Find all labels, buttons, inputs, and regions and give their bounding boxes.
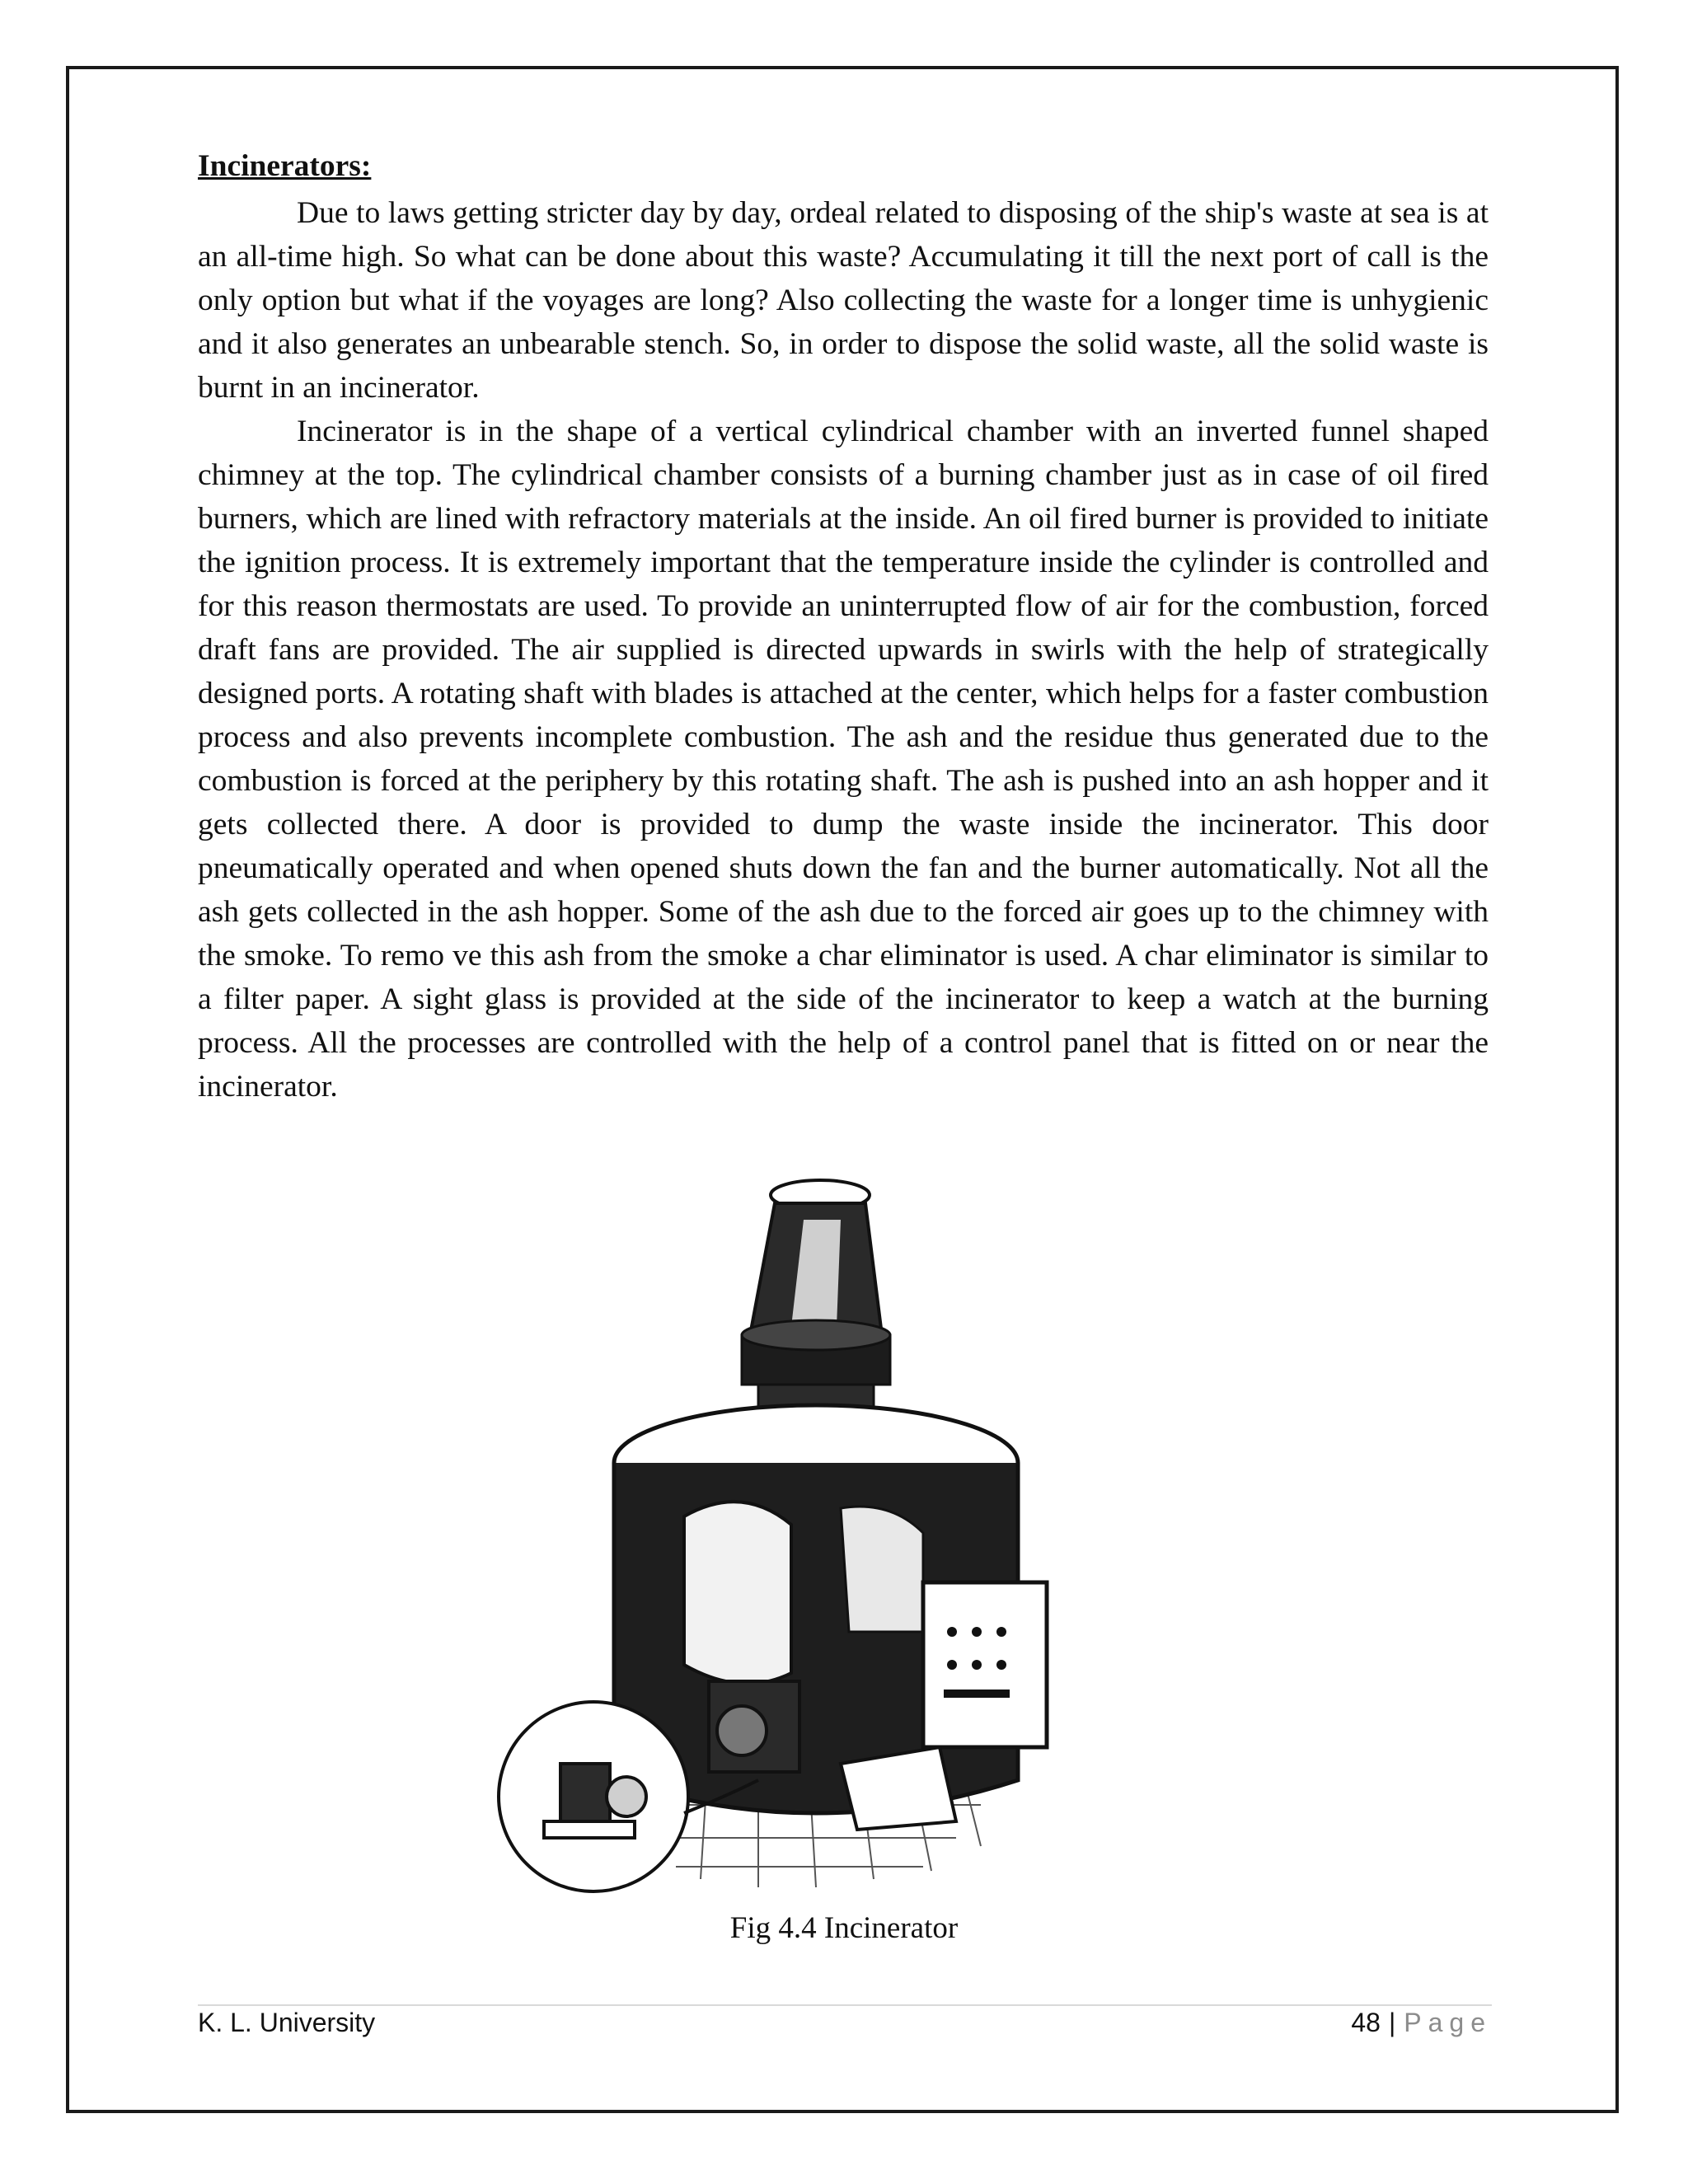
paragraph-2: Incinerator is in the shape of a vertical cylindrical chamber with an inverted funnel shaped chimney at the top. The cylindrical chamber consists of a burning chamber just as in case of oil fired burners, which are lined with refractory materials at the inside. An oil fired burner is provided to initiate the ignition process. It is extremely important that the temperature inside the cylinder is controlled and for this reason thermostats are used. To provide an uninterrupted flow of air for the combustion, forced draft fans are provided. The air supplied is directed upwards in swirls with the help of strategically designed ports. A rotating shaft with blades is attached at the center, which helps for a faster combustion process and also prevents incomplete combustion. The ash and the residue thus generated due to the combustion is forced at the periphery by this rotating shaft. The ash is pushed into an ash hopper and it gets collected there. A door is provided to dump the waste inside the incinerator. This door pneumatically operated and when opened shuts down the fan and the burner automatically. Not all the ash gets collected in the ash hopper. Some of the ash due to the forced air goes up to the chimney with the smoke. To remo ve this ash from the smoke a char eliminator is used. A char eliminator is similar to a filter paper. A sight glass is provided at the side of the incinerator to keep a watch at the burning process. All the processes are controlled with the help of a control panel that is fitted on or near the incinerator. [198,415,1489,1104]
page-label: Page [1404,2008,1492,2037]
footer-institution: K. L. University [198,2008,376,2037]
figure-caption: Fig 4.4 Incinerator [729,1911,959,1945]
paragraph-1: Due to laws getting stricter day by day, ordeal related to disposing of the ship's waste at sea is at an all-time high. So what can be done about this waste? Accumulating it till the next port of call is the only option but what if the voyages are long? Also collecting the waste for a longer time is unhygienic and it also generates an unbearable stench. So, in order to dispose the solid waste, all the solid waste is burnt in an incinerator. [198,196,1489,405]
cutaway-chamber [684,1502,791,1684]
footer-separator: | [1388,2008,1396,2037]
document-body [198,142,1489,1108]
control-panel [923,1582,1047,1747]
page-number: 48 [1351,2008,1381,2037]
footer-divider [198,2004,1492,2006]
ash-door [841,1747,956,1830]
incinerator-illustration [495,1170,1121,1896]
footer-page-info [1351,2008,1492,2038]
section-heading: Incinerators: [198,149,372,183]
